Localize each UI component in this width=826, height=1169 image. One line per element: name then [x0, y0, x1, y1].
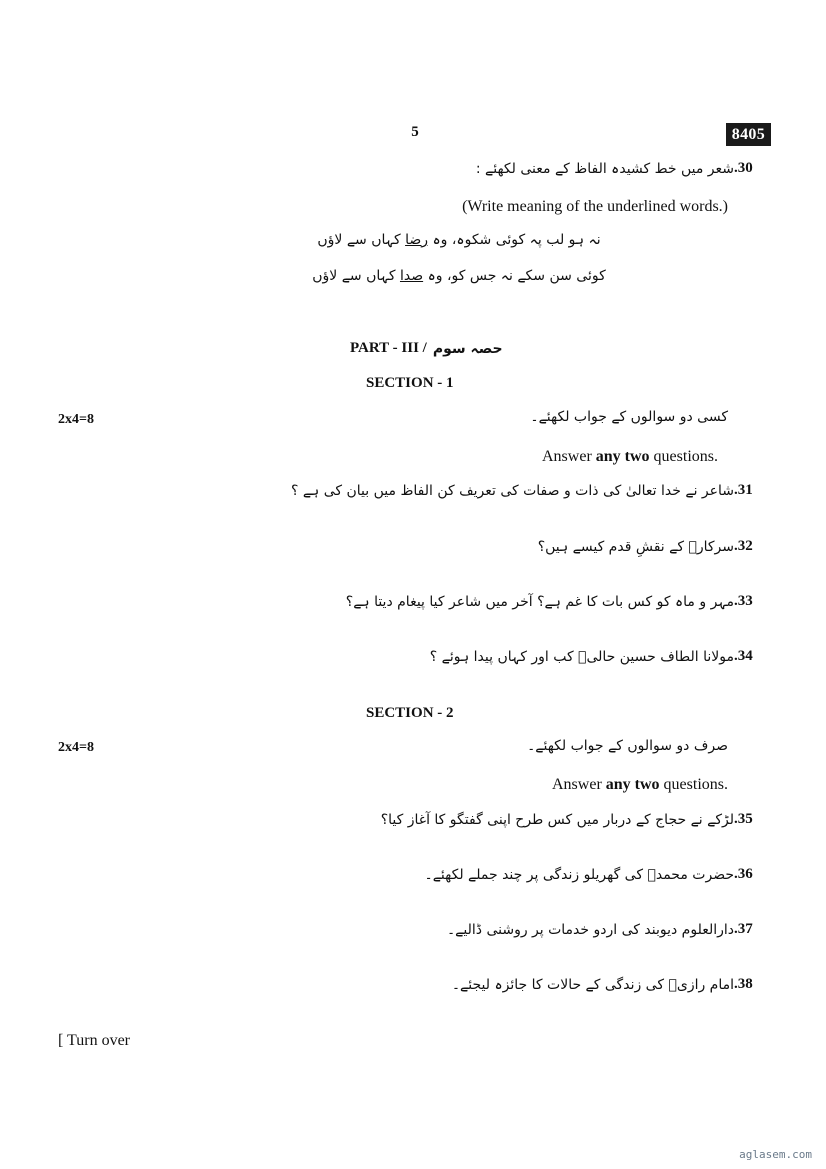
watermark-url: aglasem.com: [739, 1148, 812, 1161]
question-number: .38: [734, 976, 753, 992]
question-35: [381, 811, 768, 828]
verse-text: کہاں سے لاؤں: [312, 268, 396, 284]
question-number: .32: [734, 538, 753, 554]
instr-text: questions.: [663, 776, 728, 793]
section-2-instruction-en: [552, 776, 728, 794]
section-2-marks: 2x4=8: [58, 740, 94, 755]
question-text: شاعر نے خدا تعالیٰ کی ذات و صفات کی تعریف کن الفاظ میں بیان کی ہے ؟: [290, 482, 734, 499]
part-label-en: PART - III /: [350, 340, 427, 356]
question-37: [447, 921, 768, 938]
part-heading: [350, 340, 503, 357]
question-number: .37: [734, 921, 753, 937]
question-34: [430, 648, 768, 665]
instr-bold: any two: [595, 448, 650, 465]
question-text: لڑکے نے حجاج کے دربار میں کس طرح اپنی گفتگو کا آغاز کیا؟: [380, 811, 734, 828]
verse-text: نہ ہو لب پہ کوئی شکوہ، وہ: [432, 232, 601, 248]
question-text: مہر و ماہ کو کس بات کا غم ہے؟ آخر میں شاعر کیا پیغام دیتا ہے؟: [345, 593, 734, 610]
underlined-word: صدا: [399, 268, 424, 284]
instr-text: Answer: [552, 776, 602, 793]
verse-text: کہاں سے لاؤں: [317, 232, 401, 248]
instr-text: questions.: [653, 448, 718, 465]
question-number: .30: [734, 160, 753, 176]
question-31: [291, 482, 768, 499]
section-1-title: SECTION - 1: [366, 375, 454, 391]
question-text: حضرت محمدؐ کی گھریلو زندگی پر چند جملے لکھئے۔: [424, 866, 734, 883]
question-text: امام رازیؒ کی زندگی کے حالات کا جائزہ لیجئے۔: [451, 976, 734, 993]
page-number: 5: [411, 124, 419, 140]
verse-line-1: [0, 232, 826, 248]
question-33: [346, 593, 768, 610]
part-label-ur: حصہ سوم: [432, 340, 503, 357]
question-number: .34: [734, 648, 753, 664]
section-2-title: SECTION - 2: [366, 705, 454, 721]
section-1-marks: 2x4=8: [58, 412, 94, 427]
question-number: .31: [734, 482, 753, 498]
section-1-instruction-ur: کسی دو سوالوں کے جواب لکھئے۔: [530, 409, 728, 425]
q30-english-instruction: (Write meaning of the underlined words.): [462, 198, 728, 215]
question-text: سرکارؐ کے نقشِ قدم کیسے ہیں؟: [537, 538, 734, 555]
verse-line-2: [0, 268, 826, 284]
verse-text: کوئی سن سکے نہ جس کو، وہ: [427, 268, 606, 284]
question-number: .33: [734, 593, 753, 609]
instr-bold: any two: [605, 776, 660, 793]
question-text: مولانا الطاف حسین حالیؔ کب اور کہاں پیدا ہوئے ؟: [429, 648, 734, 665]
question-30: [476, 160, 768, 177]
question-38: [452, 976, 768, 993]
underlined-word: رضا: [405, 232, 428, 248]
question-32: [538, 538, 768, 555]
section-2-instruction-ur: صرف دو سوالوں کے جواب لکھئے۔: [527, 738, 728, 754]
instr-text: Answer: [542, 448, 592, 465]
question-number: .36: [734, 866, 753, 882]
question-36: [425, 866, 768, 883]
question-text: دارالعلوم دیوبند کی اردو خدمات پر روشنی ڈالیے۔: [446, 921, 734, 938]
section-1-instruction-en: [542, 448, 718, 466]
turn-over-note: [ Turn over: [58, 1032, 131, 1049]
paper-code-badge: 8405: [726, 123, 771, 146]
question-text: شعر میں خط کشیدہ الفاظ کے معنی لکھئے :: [475, 160, 734, 177]
question-number: .35: [734, 811, 753, 827]
